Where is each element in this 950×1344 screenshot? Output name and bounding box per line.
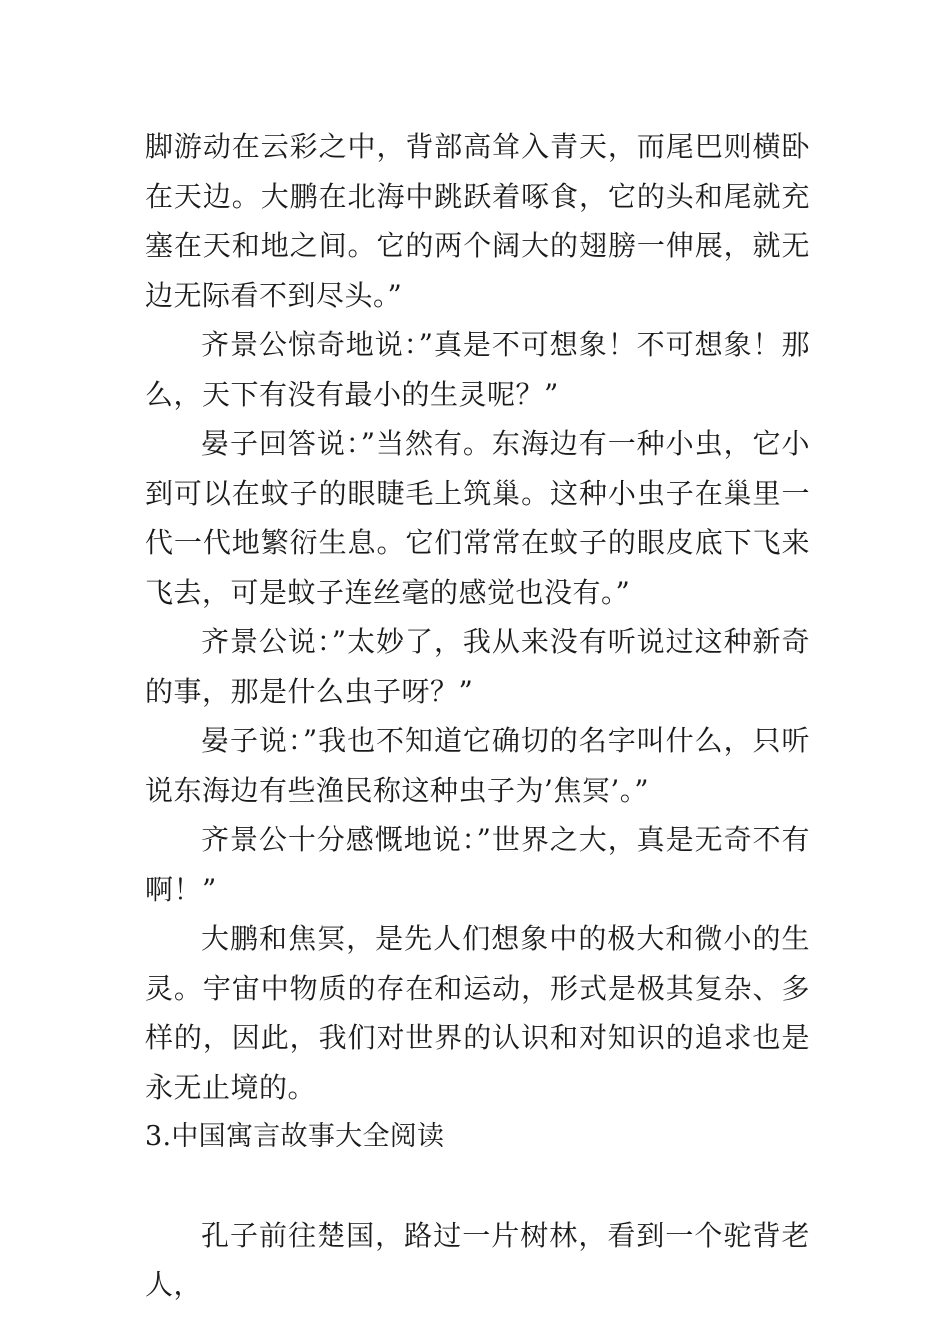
- document-body: [145, 122, 810, 1310]
- paragraph-after-heading: 孔子前往楚国，路过一片树林，看到一个驼背老人，: [145, 1218, 810, 1301]
- blank-line: [145, 1162, 810, 1211]
- paragraph-2: 齐景公惊奇地说：”真是不可想象！不可想象！那么，天下有没有最小的生灵呢？”: [145, 328, 810, 411]
- paragraph-7: 大鹏和焦冥，是先人们想象中的极大和微小的生灵。宇宙中物质的存在和运动，形式是极其复杂、多样的，因此，我们对世界的认识和对知识的追求也是永无止境的。: [145, 922, 810, 1104]
- paragraph-3: 晏子回答说：”当然有。东海边有一种小虫，它小到可以在蚊子的眼睫毛上筑巢。这种小虫子在巢里一代一代地繁衍生息。它们常常在蚊子的眼皮底下飞来飞去，可是蚊子连丝毫的感觉也没有。”: [145, 427, 810, 609]
- paragraph-4: 齐景公说：”太妙了，我从来没有听说过这种新奇的事，那是什么虫子呀？”: [145, 625, 810, 708]
- section-heading: 3.中国寓言故事大全阅读: [145, 1121, 445, 1152]
- paragraph-5: 晏子说：”我也不知道它确切的名字叫什么，只听说东海边有些渔民称这种虫子为’焦冥’。”: [145, 724, 810, 807]
- paragraph-6: 齐景公十分感慨地说：”世界之大，真是无奇不有啊！”: [145, 823, 810, 906]
- paragraph-1: 脚游动在云彩之中，背部高耸入青天，而尾巴则横卧在天边。大鹏在北海中跳跃着啄食，它的头和尾就充塞在天和地之间。它的两个阔大的翅膀一伸展，就无边无际看不到尽头。”: [145, 130, 810, 312]
